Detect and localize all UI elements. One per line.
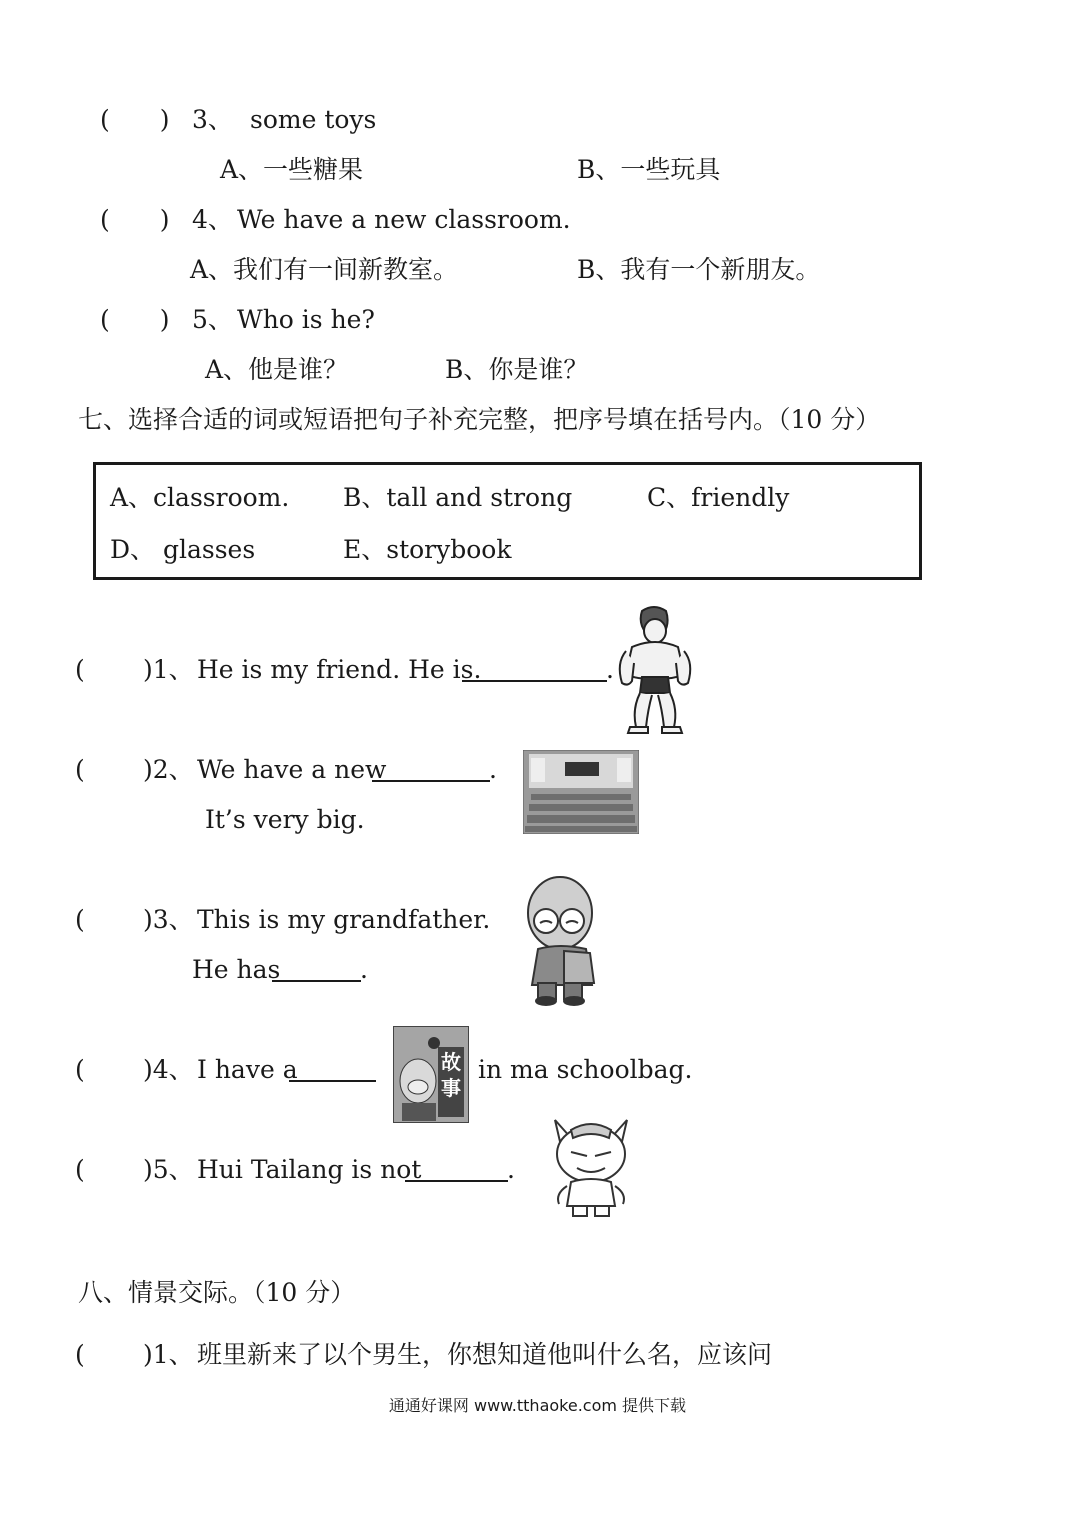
answer-paren-open[interactable]: (	[75, 1055, 85, 1084]
answer-paren[interactable]: ( )	[100, 305, 170, 334]
section-heading: 八、情景交际。（10 分）	[78, 1278, 356, 1307]
word-bank-option: A、classroom.	[110, 483, 290, 512]
answer-paren-open[interactable]: (	[75, 1155, 85, 1184]
question-number: 4、	[192, 205, 233, 234]
question-text: I have a	[197, 1055, 298, 1084]
answer-paren-open[interactable]: (	[75, 905, 85, 934]
question-text: He is my friend. He is.	[197, 655, 482, 684]
fill-blank[interactable]	[272, 958, 361, 982]
fill-blank[interactable]	[372, 758, 490, 782]
storybook-cover-text: 故事	[441, 1050, 461, 1100]
word-bank-option: D、 glasses	[110, 535, 256, 564]
question-number: )4、	[143, 1055, 194, 1084]
question-number: )5、	[143, 1155, 194, 1184]
grandfather-picture	[520, 873, 610, 1007]
question-number: )2、	[143, 755, 194, 784]
question-number: 3、	[192, 105, 233, 134]
fill-blank[interactable]	[462, 658, 607, 682]
answer-paren-open[interactable]: (	[75, 755, 85, 784]
question-text-after: in ma schoolbag.	[478, 1055, 693, 1084]
option-b: B、你是谁？	[445, 355, 589, 384]
strong-man-picture	[614, 603, 696, 735]
question-text: We have a new	[197, 755, 387, 784]
period: .	[489, 755, 497, 784]
option-a: A、他是谁？	[205, 355, 349, 384]
question-number: )1、	[143, 655, 194, 684]
answer-paren-open[interactable]: (	[75, 1340, 85, 1369]
option-a: A、我们有一间新教室。	[190, 255, 459, 284]
question-text: 班里新来了以个男生，你想知道他叫什么名，应该问	[197, 1340, 773, 1369]
period: .	[360, 955, 368, 984]
question-text: Who is he?	[237, 305, 375, 334]
question-text: This is my grandfather.	[197, 905, 491, 934]
word-bank-option: C、friendly	[647, 483, 790, 512]
question-text-line2: It’s very big.	[205, 805, 365, 834]
question-text: Hui Tailang is not	[197, 1155, 422, 1184]
option-b: B、一些玩具	[577, 155, 721, 184]
answer-paren-open[interactable]: (	[75, 655, 85, 684]
question-text-line2: He has	[192, 955, 281, 984]
question-number: 5、	[192, 305, 233, 334]
answer-paren[interactable]: ( )	[100, 205, 170, 234]
option-b: B、我有一个新朋友。	[577, 255, 821, 284]
question-number: )3、	[143, 905, 194, 934]
period: .	[507, 1155, 515, 1184]
option-a: A、一些糖果	[220, 155, 364, 184]
question-text: We have a new classroom.	[237, 205, 571, 234]
grey-wolf-picture	[541, 1110, 641, 1222]
word-bank-option: B、tall and strong	[343, 483, 573, 512]
question-text: some toys	[250, 105, 377, 134]
answer-paren[interactable]: ( )	[100, 105, 170, 134]
section-heading: 七、选择合适的词或短语把句子补充完整，把序号填在括号内。（10 分）	[78, 405, 881, 434]
question-number: )1、	[143, 1340, 194, 1369]
fill-blank[interactable]	[289, 1058, 376, 1082]
classroom-photo	[523, 750, 639, 834]
page-footer: 通通好课网 www.tthaoke.com 提供下载	[388, 1396, 687, 1415]
word-bank-option: E、storybook	[343, 535, 512, 564]
fill-blank[interactable]	[405, 1158, 508, 1182]
storybook-picture	[393, 1026, 469, 1123]
period: .	[606, 655, 614, 684]
